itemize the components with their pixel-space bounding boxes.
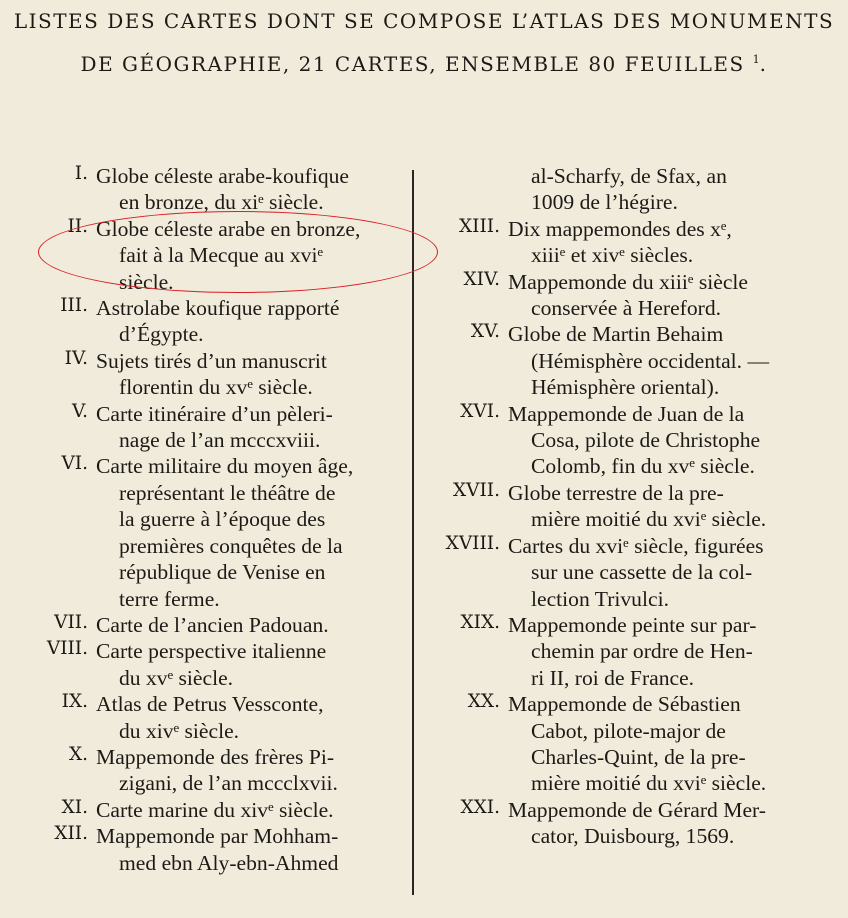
entry-text xyxy=(96,163,404,216)
list-entry xyxy=(418,533,818,612)
entry-line: Cosa, pilote de Christophe xyxy=(531,428,761,453)
list-entry xyxy=(0,691,412,744)
entry-line: chemin par ordre de Hen- xyxy=(531,639,753,664)
entry-line: Cartes du xviᵉ siècle, figurées xyxy=(508,533,764,558)
entry-line: Globe terrestre de la pre- xyxy=(508,480,724,505)
entry-number: XIII. xyxy=(459,215,500,237)
entry-text xyxy=(96,295,404,348)
entry-text xyxy=(96,691,404,744)
entry-line: Mappemonde par Mohham- xyxy=(96,824,339,849)
entry-line: Mappemonde de Gérard Mer- xyxy=(508,797,766,822)
column-divider xyxy=(412,170,414,895)
list-entry xyxy=(418,612,818,691)
entry-line: du xivᵉ siècle. xyxy=(119,718,240,743)
entry-line: med ebn Aly-ebn-Ahmed xyxy=(119,850,339,875)
entry-number: XIV. xyxy=(463,268,500,290)
list-entry xyxy=(0,295,412,348)
entry-text xyxy=(508,480,814,533)
entry-line: Dix mappemondes des xᵉ, xyxy=(508,216,732,241)
entry-line: d’Égypte. xyxy=(119,322,204,347)
entry-number: VII. xyxy=(54,611,88,633)
entry-line: Mappemonde du xiiiᵉ siècle xyxy=(508,269,749,294)
entry-text xyxy=(508,533,814,612)
entry-line: Globe céleste arabe-koufique xyxy=(96,164,349,188)
entry-text xyxy=(96,638,404,691)
entry-number: IX. xyxy=(61,691,88,713)
entry-number: XVII. xyxy=(452,479,500,501)
entry-text xyxy=(96,348,404,401)
entry-line: mière moitié du xviᵉ siècle. xyxy=(531,507,767,532)
list-entry xyxy=(0,453,412,611)
list-entry xyxy=(418,691,818,797)
entry-number: X. xyxy=(68,743,88,765)
continuation-entry xyxy=(418,163,818,216)
entry-number: IV. xyxy=(64,347,88,369)
entry-text xyxy=(96,453,404,611)
entry-number: I. xyxy=(74,163,88,184)
entry-number: XX. xyxy=(467,691,500,713)
entry-number: XVIII. xyxy=(445,532,500,554)
list-entry xyxy=(418,797,818,850)
entry-number: XV. xyxy=(470,321,500,343)
entry-line: xiiiᵉ et xivᵉ siècles. xyxy=(531,243,694,268)
entry-text xyxy=(96,823,404,876)
entry-number: XI. xyxy=(61,796,88,818)
entry-line: siècle. xyxy=(119,269,174,294)
entry-line: représentant le théâtre de xyxy=(119,480,336,505)
entry-line: cator, Duisbourg, 1569. xyxy=(531,824,735,849)
entry-line: Carte militaire du moyen âge, xyxy=(96,454,354,479)
list-entry xyxy=(0,163,412,216)
list-entry xyxy=(418,401,818,480)
red-hand-drawn-ellipse xyxy=(38,211,438,293)
entry-line: Carte marine du xivᵉ siècle. xyxy=(96,797,334,822)
title-line-2-text: DE GÉOGRAPHIE, 21 CARTES, ENSEMBLE 80 FEUILLES xyxy=(80,52,745,76)
continuation-text xyxy=(508,163,814,216)
entry-line: mière moitié du xviᵉ siècle. xyxy=(531,771,767,796)
entry-line: Astrolabe koufique rapporté xyxy=(96,296,340,321)
entry-line: sur une cassette de la col- xyxy=(531,560,753,585)
entry-line: Colomb, fin du xvᵉ siècle. xyxy=(531,454,755,479)
list-entry xyxy=(0,823,412,876)
entry-text xyxy=(508,612,814,691)
entry-number: XXI. xyxy=(460,796,500,818)
entry-line: florentin du xvᵉ siècle. xyxy=(119,375,313,400)
footnote-mark: 1 xyxy=(752,53,760,66)
list-entry xyxy=(0,744,412,797)
list-entry xyxy=(418,216,818,269)
entry-number: V. xyxy=(71,400,88,422)
entry-line: Carte perspective italienne xyxy=(96,639,327,664)
entry-number: XIX. xyxy=(460,611,500,633)
continuation-line: al-Scharfy, de Sfax, an xyxy=(531,164,727,188)
entry-line: fait à la Mecque au xviᵉ xyxy=(119,243,323,268)
entry-line: terre ferme. xyxy=(119,586,220,611)
entry-number: III. xyxy=(60,295,88,317)
entry-number: VI. xyxy=(61,453,88,475)
entry-line: conservée à Hereford. xyxy=(531,296,722,321)
entry-line: Globe de Martin Behaim xyxy=(508,322,724,347)
right-column xyxy=(418,163,818,850)
entry-line: la guerre à l’époque des xyxy=(119,507,326,532)
entry-number: XII. xyxy=(54,823,88,845)
entry-line: Mappemonde de Sébastien xyxy=(508,692,741,717)
title-line-1: LISTES DES CARTES DONT SE COMPOSE L’ATLAS DES MONUMENTS xyxy=(13,9,835,33)
entry-number: II. xyxy=(67,215,88,237)
entry-line: Carte de l’ancien Padouan. xyxy=(96,612,329,637)
entry-text xyxy=(96,744,404,797)
list-entry xyxy=(0,401,412,454)
entry-line: Carte itinéraire d’un pèleri- xyxy=(96,401,333,426)
entry-line: Globe céleste arabe en bronze, xyxy=(96,216,361,241)
entry-line: Sujets tirés d’un manuscrit xyxy=(96,348,327,373)
entry-line: du xvᵉ siècle. xyxy=(119,665,234,690)
entry-text xyxy=(508,797,814,850)
entry-line: (Hémisphère occidental. — xyxy=(531,348,770,373)
entry-number: XVI. xyxy=(460,400,500,422)
entry-text xyxy=(96,797,404,823)
entry-line: nage de l’an mcccxviii. xyxy=(119,428,321,453)
entry-line: ri II, roi de France. xyxy=(531,665,695,690)
entry-text xyxy=(508,401,814,480)
entry-line: lection Trivulci. xyxy=(531,586,669,611)
entry-line: en bronze, du xiᵉ siècle. xyxy=(119,190,324,215)
list-entry xyxy=(418,321,818,400)
entry-line: Cabot, pilote-major de xyxy=(531,718,726,743)
entry-number: VIII. xyxy=(46,638,88,660)
entry-line: premières conquêtes de la xyxy=(119,533,343,558)
list-entry xyxy=(0,612,412,638)
title-period: . xyxy=(759,52,768,76)
entry-line: Charles-Quint, de la pre- xyxy=(531,744,746,769)
entry-line: Hémisphère oriental). xyxy=(531,375,720,400)
entry-text xyxy=(508,321,814,400)
list-entry xyxy=(0,638,412,691)
entry-line: Mappemonde peinte sur par- xyxy=(508,612,757,637)
entry-text xyxy=(508,691,814,797)
entry-line: république de Venise en xyxy=(119,560,326,585)
entry-text xyxy=(96,612,404,638)
entry-text xyxy=(508,269,814,322)
title-line-2 xyxy=(0,47,848,77)
entry-text xyxy=(96,401,404,454)
list-entry xyxy=(0,797,412,823)
continuation-line: 1009 de l’hégire. xyxy=(531,190,678,215)
entry-line: Mappemonde de Juan de la xyxy=(508,401,745,426)
list-entry xyxy=(0,348,412,401)
entry-text xyxy=(508,216,814,269)
entry-line: Atlas de Petrus Vessconte, xyxy=(96,692,324,717)
list-entry xyxy=(418,480,818,533)
list-entry xyxy=(418,269,818,322)
entry-line: zigani, de l’an mccclxvii. xyxy=(119,771,338,796)
entry-line: Mappemonde des frères Pi- xyxy=(96,744,335,769)
